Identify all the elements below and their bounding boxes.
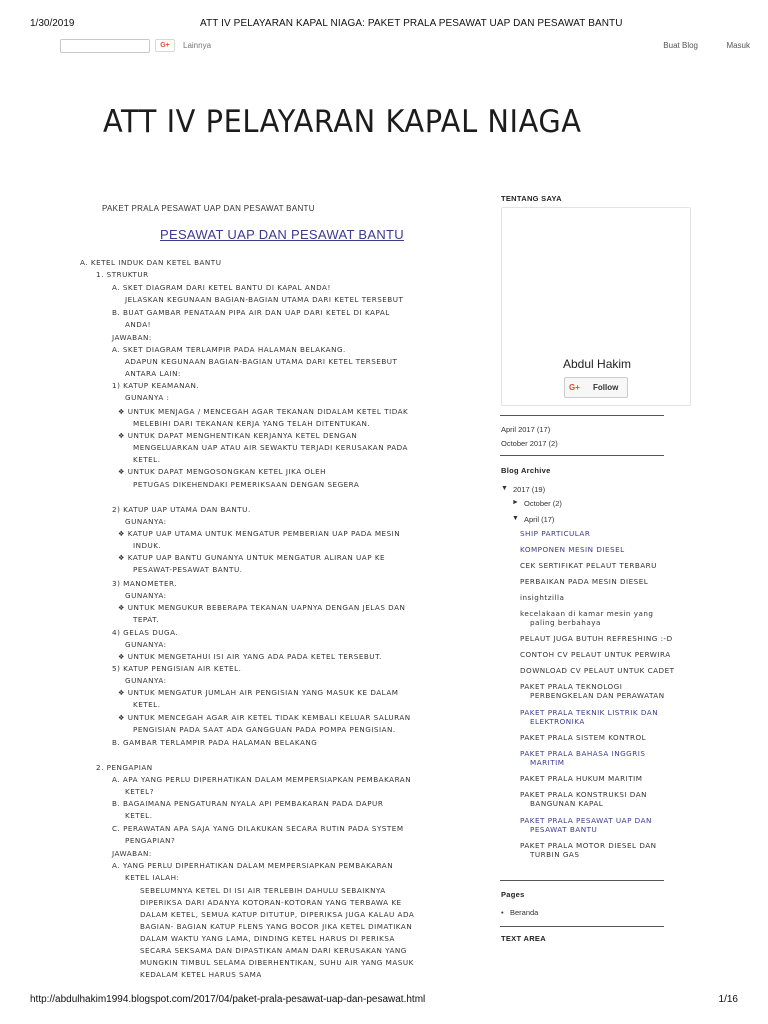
content-heading: PESAWAT UAP DAN PESAWAT BANTU: [160, 227, 404, 242]
follow-label: Follow: [593, 383, 619, 392]
archive-post-link[interactable]: KOMPONEN MESIN DIESEL: [520, 545, 625, 554]
archive-post-link[interactable]: PAKET PRALA BAHASA INGGRIS: [520, 749, 646, 758]
collapsed-triangle-icon[interactable]: ►: [512, 499, 519, 506]
body-line: C. PERAWATAN APA SAJA YANG DILAKUKAN SECARA RUTIN PADA SYSTEM: [112, 824, 404, 833]
body-line: SEBELUMNYA KETEL DI ISI AIR TERLEBIH DAHULU SEBAIKNYA: [140, 886, 386, 895]
gplus-share-button[interactable]: G+: [155, 39, 175, 52]
body-line: ANTARA LAIN:: [125, 369, 181, 378]
body-line: JAWABAN:: [112, 849, 152, 858]
archive-post-link[interactable]: CONTOH CV PELAUT UNTUK PERWIRA: [520, 650, 671, 659]
body-line: 1) KATUP KEAMANAN.: [112, 381, 200, 390]
body-line: KETEL IALAH:: [125, 873, 180, 882]
sidebar-divider: [500, 926, 664, 927]
body-line: 1. STRUKTUR: [96, 270, 149, 279]
body-line: INDUK.: [133, 541, 162, 550]
archive-month-link[interactable]: April (17): [524, 515, 555, 524]
body-line: DIPERIKSA DARI ADANYA KOTORAN-KOTORAN YANG TERBAWA KE: [140, 898, 402, 907]
archive-post-link-current[interactable]: PAKET PRALA PESAWAT UAP DAN: [520, 816, 652, 825]
body-line: SECARA SEKSAMA DAN DIPASTIKAN AMAN DARI KERUSAKAN YANG: [140, 946, 407, 955]
body-line: GUNANYA:: [125, 591, 167, 600]
body-line: DALAM WAKTU YANG LAMA, DINDING KETEL HARUS DI PERIKSA: [140, 934, 395, 943]
create-blog-link[interactable]: Buat Blog: [663, 41, 698, 50]
archive-post-link[interactable]: SHIP PARTICULAR: [520, 529, 591, 538]
blog-archive-header: Blog Archive: [501, 466, 551, 475]
sidebar-divider: [500, 880, 664, 881]
body-line: 2) KATUP UAP UTAMA DAN BANTU.: [112, 505, 251, 514]
sidebar-divider: [500, 415, 664, 416]
body-line: KEDALAM KETEL HARUS SAMA: [140, 970, 262, 979]
archive-post-link[interactable]: ELEKTRONIKA: [530, 717, 585, 726]
body-line: ❖ UNTUK MENGATUR JUMLAH AIR PENGISIAN YANG MASUK KE DALAM: [118, 688, 399, 697]
archive-post-link-current[interactable]: PESAWAT BANTU: [530, 825, 598, 834]
recent-archive-link[interactable]: October 2017 (2): [501, 439, 558, 448]
body-line: 3) MANOMETER.: [112, 579, 178, 588]
next-blog-link[interactable]: Lainnya: [183, 41, 212, 50]
archive-post-link[interactable]: PAKET PRALA TEKNOLOGI: [520, 682, 623, 691]
profile-name[interactable]: Abdul Hakim: [563, 357, 632, 371]
body-line: PETUGAS DIKEHENDAKI PEMERIKSAAN DENGAN SEGERA: [133, 480, 360, 489]
archive-post-link[interactable]: DOWNLOAD CV PELAUT UNTUK CADET: [520, 666, 675, 675]
body-line: KETEL.: [125, 811, 153, 820]
archive-post-link[interactable]: paling berbahaya: [530, 618, 601, 627]
body-line: ANDA!: [125, 320, 151, 329]
pages-header: Pages: [501, 890, 525, 899]
body-line: PENGISIAN PADA SAAT ADA GANGGUAN PADA POMPA PENGISIAN.: [133, 725, 396, 734]
archive-post-link[interactable]: kecelakaan di kamar mesin yang: [520, 609, 654, 618]
body-line: B. BAGAIMANA PENGATURAN NYALA API PEMBAKARAN PADA DAPUR: [112, 799, 384, 808]
bullet-icon: •: [501, 908, 504, 917]
body-line: PESAWAT-PESAWAT BANTU.: [133, 565, 243, 574]
archive-post-link[interactable]: MARITIM: [530, 758, 565, 767]
body-line: 5) KATUP PENGISIAN AIR KETEL.: [112, 664, 242, 673]
body-line: ❖ UNTUK MENJAGA / MENCEGAH AGAR TEKANAN DIDALAM KETEL TIDAK: [118, 407, 409, 416]
print-page-number: 1/16: [718, 994, 738, 1005]
body-line: ❖ UNTUK MENCEGAH AGAR AIR KETEL TIDAK KEMBALI KELUAR SALURAN: [118, 713, 411, 722]
login-link[interactable]: Masuk: [726, 41, 750, 50]
body-line: ❖ UNTUK MENGUKUR BEBERAPA TEKANAN UAPNYA DENGAN JELAS DAN: [118, 603, 406, 612]
archive-post-link[interactable]: PAKET PRALA HUKUM MARITIM: [520, 774, 643, 783]
body-line: JELASKAN KEGUNAAN BAGIAN-BAGIAN UTAMA DARI KETEL TERSEBUT: [125, 295, 404, 304]
pages-home-link[interactable]: Beranda: [510, 908, 539, 917]
print-page-title: ATT IV PELAYARAN KAPAL NIAGA: PAKET PRALA PESAWAT UAP DAN PESAWAT BANTU: [200, 18, 623, 29]
archive-post-link[interactable]: PERBENGKELAN DAN PERAWATAN: [530, 691, 665, 700]
archive-post-link[interactable]: PAKET PRALA MOTOR DIESEL DAN: [520, 841, 657, 850]
expand-triangle-icon[interactable]: ▼: [512, 515, 519, 522]
gplus-icon: G+: [569, 383, 580, 392]
body-line: ❖ KATUP UAP UTAMA UNTUK MENGATUR PEMBERIAN UAP PADA MESIN: [118, 529, 401, 538]
archive-post-link[interactable]: BANGUNAN KAPAL: [530, 799, 604, 808]
body-line: ❖ KATUP UAP BANTU GUNANYA UNTUK MENGATUR ALIRAN UAP KE: [118, 553, 386, 562]
body-line: B. GAMBAR TERLAMPIR PADA HALAMAN BELAKANG: [112, 738, 318, 747]
expand-triangle-icon[interactable]: ▼: [501, 485, 508, 492]
body-line: B. BUAT GAMBAR PENATAAN PIPA AIR DAN UAP DARI KETEL DI KAPAL: [112, 308, 390, 317]
archive-post-link[interactable]: PERBAIKAN PADA MESIN DIESEL: [520, 577, 649, 586]
body-line: GUNANYA:: [125, 676, 167, 685]
archive-month-link[interactable]: October (2): [524, 499, 562, 508]
archive-post-link[interactable]: PELAUT JUGA BUTUH REFRESHING :-D: [520, 634, 673, 643]
body-line: PENGAPIAN?: [125, 836, 176, 845]
about-me-header: TENTANG SAYA: [501, 194, 562, 203]
body-line: MENGELUARKAN UAP ATAU AIR SEWAKTU TERJADI KERUSAKAN PADA: [133, 443, 408, 452]
profile-card: [501, 207, 691, 406]
body-line: ADAPUN KEGUNAAN BAGIAN-BAGIAN UTAMA DARI KETEL TERSEBUT: [125, 357, 398, 366]
recent-archive-link[interactable]: April 2017 (17): [501, 425, 551, 434]
body-line: KETEL?: [125, 787, 155, 796]
body-line: GUNANYA:: [125, 640, 167, 649]
body-line: A. KETEL INDUK DAN KETEL BANTU: [80, 258, 222, 267]
blog-title[interactable]: ATT IV PELAYARAN KAPAL NIAGA: [103, 104, 582, 140]
archive-post-link[interactable]: PAKET PRALA TEKNIK LISTRIK DAN: [520, 708, 659, 717]
body-line: 4) GELAS DUGA.: [112, 628, 179, 637]
body-line: MUNGKIN TIMBUL SELAMA DIBERHENTIKAN, SUHU AIR YANG MASUK: [140, 958, 414, 967]
body-line: BAGIAN- BAGIAN KATUP FLENS YANG BOCOR JIKA KETEL DIMATIKAN: [140, 922, 413, 931]
body-line: JAWABAN:: [112, 333, 152, 342]
body-line: TEPAT.: [133, 615, 159, 624]
print-url: http://abdulhakim1994.blogspot.com/2017/04/paket-prala-pesawat-uap-dan-pesawat.html: [30, 994, 426, 1005]
body-line: A. YANG PERLU DIPERHATIKAN DALAM MEMPERSIAPKAN PEMBAKARAN: [112, 861, 394, 870]
body-line: A. APA YANG PERLU DIPERHATIKAN DALAM MEMPERSIAPKAN PEMBAKARAN: [112, 775, 412, 784]
print-date: 1/30/2019: [30, 18, 75, 29]
body-line: MELEBIHI DARI TEKANAN KERJA YANG TELAH DITENTUKAN.: [133, 419, 371, 428]
archive-year-link[interactable]: 2017 (19): [513, 485, 546, 494]
body-line: KETEL.: [133, 455, 161, 464]
archive-post-link[interactable]: PAKET PRALA KONSTRUKSI DAN: [520, 790, 647, 799]
body-line: GUNANYA :: [125, 393, 170, 402]
body-line: ❖ UNTUK MENGETAHUI ISI AIR YANG ADA PADA KETEL TERSEBUT.: [118, 652, 382, 661]
body-line: A. SKET DIAGRAM DARI KETEL BANTU DI KAPAL ANDA!: [112, 283, 331, 292]
body-line: KETEL.: [133, 700, 161, 709]
archive-post-link[interactable]: insightzilla: [520, 593, 565, 602]
body-line: ❖ UNTUK DAPAT MENGOSONGKAN KETEL JIKA OLEH: [118, 467, 327, 476]
body-line: 2. PENGAPIAN: [96, 763, 153, 772]
post-title: PAKET PRALA PESAWAT UAP DAN PESAWAT BANTU: [102, 204, 315, 213]
archive-post-link[interactable]: CEK SERTIFIKAT PELAUT TERBARU: [520, 561, 657, 570]
body-line: ❖ UNTUK DAPAT MENGHENTIKAN KERJANYA KETEL DENGAN: [118, 431, 358, 440]
text-area-header: TEXT AREA: [501, 934, 546, 943]
follow-button[interactable]: [564, 377, 628, 398]
body-line: DALAM KETEL, SEMUA KATUP DITUTUP, DIPERIKSA JUGA KALAU ADA: [140, 910, 415, 919]
archive-post-link[interactable]: PAKET PRALA SISTEM KONTROL: [520, 733, 647, 742]
body-line: A. SKET DIAGRAM TERLAMPIR PADA HALAMAN BELAKANG.: [112, 345, 346, 354]
sidebar-divider: [500, 455, 664, 456]
body-line: GUNANYA:: [125, 517, 167, 526]
archive-post-link[interactable]: TURBIN GAS: [530, 850, 580, 859]
